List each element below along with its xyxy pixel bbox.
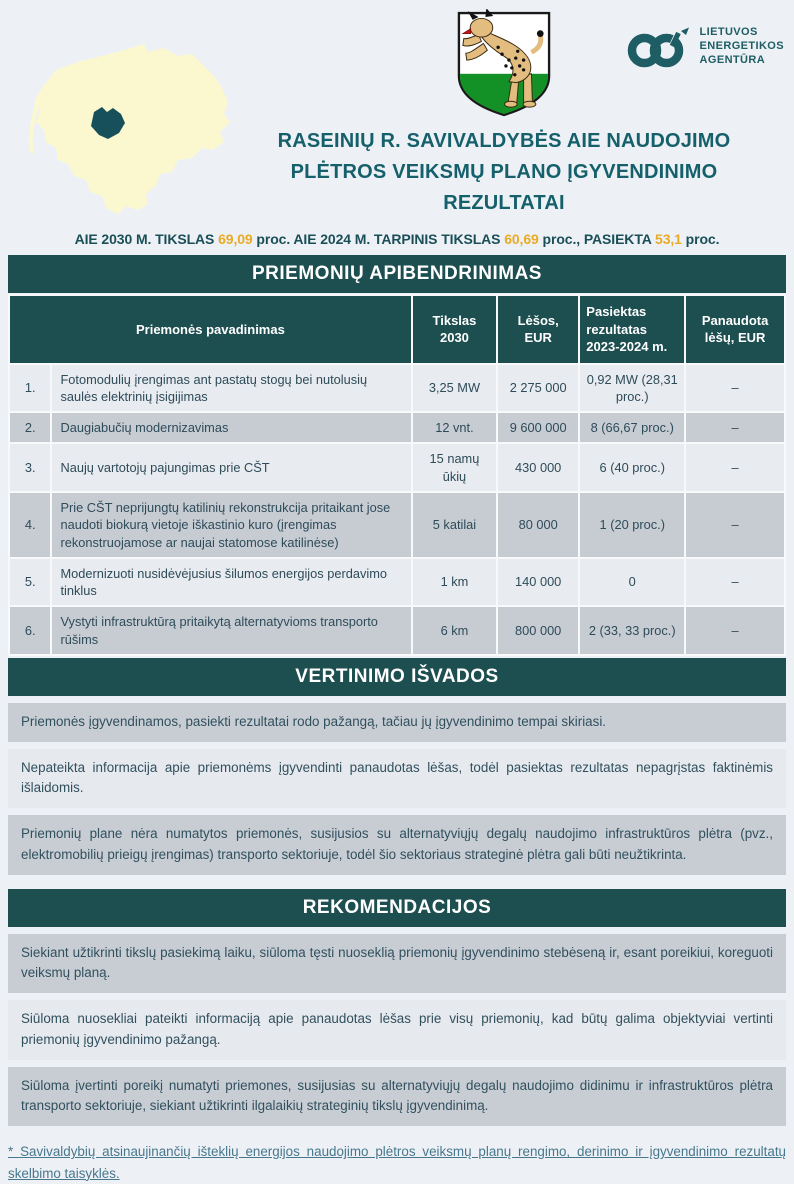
conclusions-list [8, 703, 786, 875]
measure-funds: 2 275 000 [498, 365, 578, 412]
lithuania-map-svg [6, 26, 240, 228]
measure-name: Daugiabučių modernizavimas [52, 413, 410, 442]
page-title: RASEINIŲ R. SAVIVALDYBĖS AIE NAUDOJIMO PLĖTROS VEIKSMŲ PLANO ĮGYVENDINIMO REZULTATAI [277, 130, 731, 214]
col-header-funds: Lėšos, EUR [498, 296, 578, 363]
recommendations-list [8, 934, 786, 1127]
measure-target: 1 km [413, 559, 496, 606]
measure-name: Fotomodulių įrengimas ant pastatų stogų bei nutolusių saulės elektrinių įsigijimas [52, 365, 410, 412]
col-header-result: Pasiektas rezultatas 2023-2024 m. [580, 296, 684, 363]
measures-table [8, 294, 786, 656]
row-number: 3. [10, 444, 50, 491]
targets-line [0, 231, 794, 247]
measure-result: 0 [580, 559, 684, 606]
lea-logo-text [700, 25, 784, 68]
recommendation-1: Siekiant užtikrinti tikslų pasiekimą laiku, siūloma tęsti nuoseklią priemonių įgyvendinimo stebėseną ir, esant poreikiui, koreguoti veiksmų planą. [8, 934, 786, 994]
conclusion-3: Priemonių plane nėra numatytos priemonės, susijusios su alternatyviųjų degalų naudojimo infrastruktūros plėtra (pvz., elektromobilių prieigų įrengimas) transporto sektoriuje, todėl šio sektoriaus strateginė plėtra gali būti neužtikrinta. [8, 815, 786, 875]
logo-line-3: AGENTŪRA [699, 54, 766, 67]
recommendation-3: Siūloma įvertinti poreikį numatyti priemones, susijusias su alternatyviųjų degalų naudojimo didinimu ir infrastruktūros plėtra transporto sektoriuje, siekiant užtikrinti ilgalaikių strateginių tikslų įgyvendinimą. [8, 1067, 786, 1127]
measure-used-funds: – [686, 365, 784, 412]
header [0, 0, 794, 255]
table-row [10, 444, 784, 491]
target-text: AIE 2030 M. TIKSLAS [74, 231, 219, 247]
measure-target: 15 namų ūkių [413, 444, 496, 491]
target-text: proc., PASIEKTA [538, 231, 656, 247]
table-row [10, 413, 784, 442]
measure-funds: 800 000 [498, 607, 578, 654]
measure-funds: 9 600 000 [498, 413, 578, 442]
measure-funds: 80 000 [498, 493, 578, 557]
target-value: 60,69 [504, 231, 539, 247]
recommendation-2: Siūloma nuosekliai pateikti informaciją apie panaudotas lėšas prie visų priemonių, kad būtų galima objektyviai vertinti priemonių įgyvendinimo pažangą. [8, 1000, 786, 1060]
footnote-link[interactable]: * Savivaldybių atsinaujinančių išteklių energijos naudojimo plėtros veiksmų planų rengimo, derinimo ir įgyvendinimo rezultatų skelbimo taisyklės. [8, 1144, 786, 1181]
measure-name: Modernizuoti nusidėvėjusius šilumos energijos perdavimo tinklus [52, 559, 410, 606]
table-row [10, 493, 784, 557]
section-title-conclusions: VERTINIMO IŠVADOS [8, 658, 786, 696]
measure-used-funds: – [686, 559, 784, 606]
measure-result: 2 (33, 33 proc.) [580, 607, 684, 654]
measure-result: 0,92 MW (28,31 proc.) [580, 365, 684, 412]
target-text: proc. [681, 231, 720, 247]
measure-target: 5 katilai [413, 493, 496, 557]
shield-green-base [455, 74, 553, 119]
row-number: 5. [10, 559, 50, 606]
table-row [10, 559, 784, 606]
measure-name: Naujų vartotojų pajungimas prie CŠT [52, 444, 410, 491]
measure-used-funds: – [686, 607, 784, 654]
measure-result: 6 (40 proc.) [580, 444, 684, 491]
col-header-target: Tikslas 2030 [413, 296, 496, 363]
measure-funds: 430 000 [498, 444, 578, 491]
table-row [10, 607, 784, 654]
measure-target: 3,25 MW [413, 365, 496, 412]
target-text: proc. AIE 2024 M. TARPINIS TIKSLAS [252, 231, 505, 247]
target-value: 53,1 [655, 231, 682, 247]
measure-result: 1 (20 proc.) [580, 493, 684, 557]
col-header-used: Panaudota lėšų, EUR [686, 296, 784, 363]
table-header-row [10, 296, 784, 363]
table-row [10, 365, 784, 412]
raseiniai-coat-of-arms [455, 9, 553, 119]
coat-of-arms-svg [455, 9, 553, 119]
col-header-name: Priemonės pavadinimas [10, 296, 411, 363]
section-title-summary: PRIEMONIŲ APIBENDRINIMAS [8, 255, 786, 293]
measure-funds: 140 000 [498, 559, 578, 606]
measure-name: Vystyti infrastruktūrą pritaikytą alternatyvioms transporto rūšims [52, 607, 410, 654]
logo-line-2: ENERGETIKOS [699, 39, 784, 52]
row-number: 4. [10, 493, 50, 557]
measure-used-funds: – [686, 493, 784, 557]
row-number: 2. [10, 413, 50, 442]
lea-logo [627, 24, 784, 68]
logo-line-1: LIETUVOS [699, 25, 758, 38]
measures-table-body [10, 365, 784, 654]
section-title-recommendations: REKOMENDACIJOS [8, 889, 786, 927]
content [0, 255, 794, 1126]
logo-leaf-icon [681, 28, 689, 36]
lea-logo-mark [627, 24, 691, 68]
measure-used-funds: – [686, 413, 784, 442]
country-shape [34, 44, 230, 214]
measure-target: 12 vnt. [413, 413, 496, 442]
conclusion-1: Priemonės įgyvendinamos, pasiekti rezultatai rodo pažangą, tačiau jų įgyvendinimo tempai skiriasi. [8, 703, 786, 742]
row-number: 6. [10, 607, 50, 654]
measure-name: Prie CŠT neprijungtų katilinių rekonstrukcija pritaikant jose naudoti biokurą vietoje iškastinio kuro (įrengimas rekonstruojamose ar naujai statomose katilinėse) [52, 493, 410, 557]
measure-used-funds: – [686, 444, 784, 491]
conclusion-2: Nepateikta informacija apie priemonėms įgyvendinti panaudotas lėšas, todėl pasiektas rezultatas nepagrįstas faktinėmis išlaidomis. [8, 749, 786, 809]
target-value: 69,09 [218, 231, 253, 247]
lithuania-map [6, 26, 240, 228]
measure-target: 6 km [413, 607, 496, 654]
row-number: 1. [10, 365, 50, 412]
measure-result: 8 (66,67 proc.) [580, 413, 684, 442]
